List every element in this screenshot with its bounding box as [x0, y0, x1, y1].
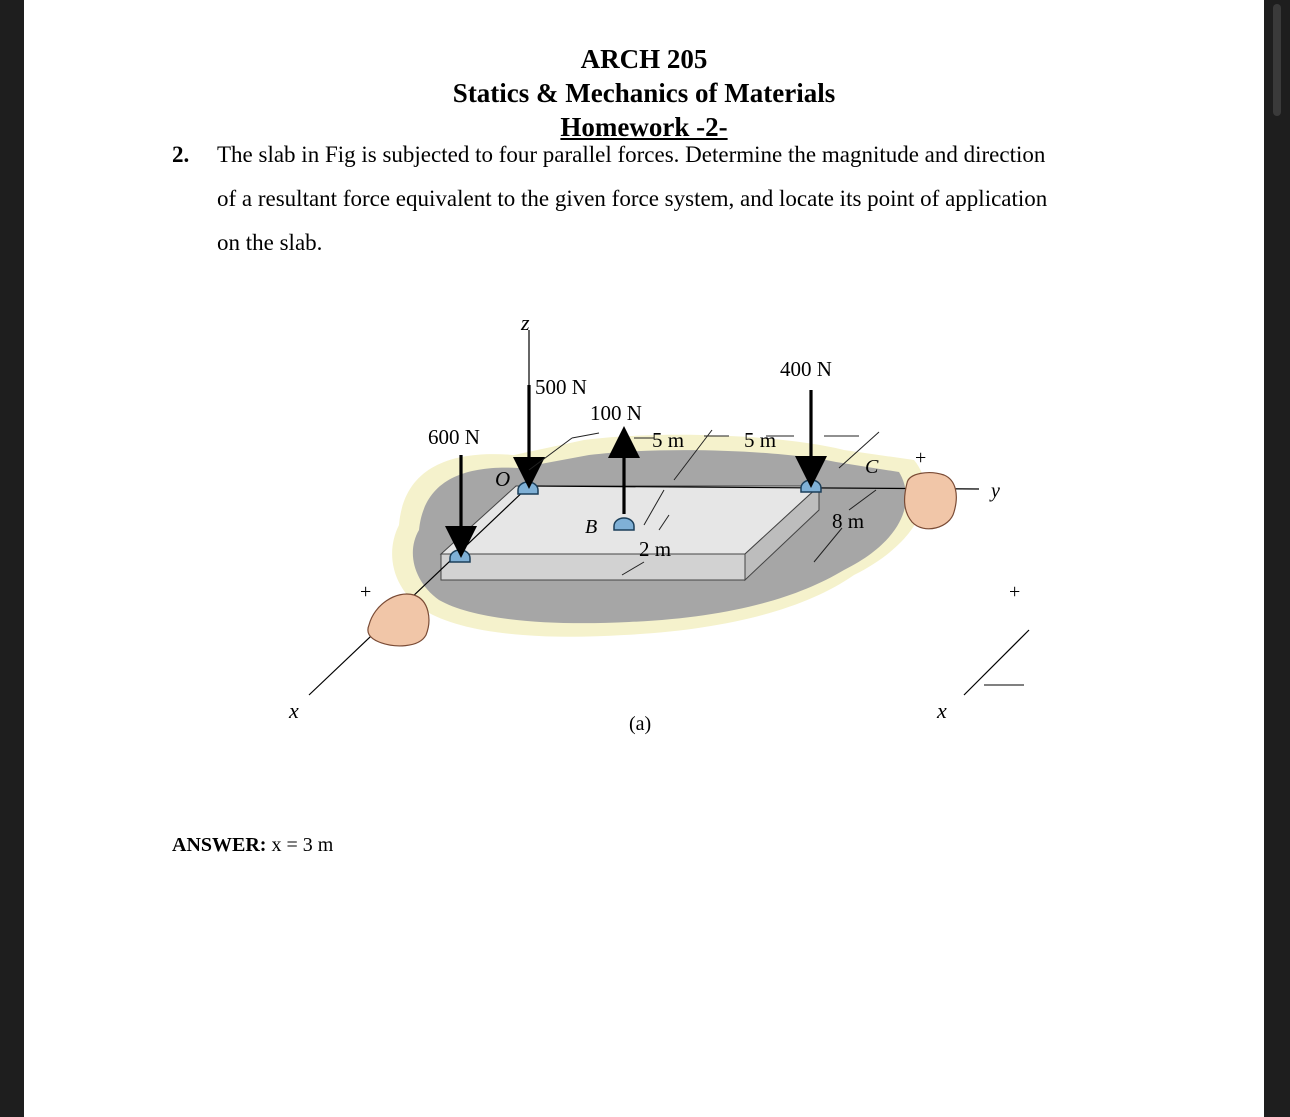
answer-value: x = 3 m — [271, 834, 334, 856]
point-c-label: C — [865, 456, 879, 478]
dimension-5m-a: 5 m — [652, 428, 685, 452]
question-text-line: on the slab. — [217, 230, 323, 255]
plus-sign: + — [1009, 581, 1021, 603]
answer-label: ANSWER: — [172, 834, 267, 856]
point-b-label: B — [585, 516, 598, 538]
slab-figure — [24, 290, 1264, 750]
dimension-8m: 8 m — [832, 509, 865, 533]
axis-z-label: z — [521, 310, 530, 335]
force-100-label: 100 N — [590, 401, 642, 425]
assignment-title: Homework -2- — [560, 112, 728, 142]
dimension-5m-b: 5 m — [744, 428, 777, 452]
force-400-label: 400 N — [780, 357, 832, 381]
question-number: 2. — [172, 142, 190, 167]
axis-x-label: x — [289, 698, 299, 723]
question-text-line: The slab in Fig is subjected to four parallel forces. Determine the magnitude and direction — [217, 142, 1046, 167]
subject-title: Statics & Mechanics of Materials — [452, 78, 836, 108]
scrollbar[interactable] — [1270, 0, 1284, 120]
course-title: ARCH 205 — [580, 44, 708, 74]
figure-caption: (a) — [629, 713, 652, 735]
document-page — [24, 0, 1264, 1117]
plus-sign: + — [915, 447, 927, 469]
origin-label: O — [495, 467, 511, 491]
force-600-label: 600 N — [428, 425, 480, 449]
force-500-label: 500 N — [535, 375, 587, 399]
axis-y-label: y — [991, 480, 1000, 502]
question-text-line: of a resultant force equivalent to the given force system, and locate its point of application — [217, 186, 1048, 211]
scrollbar-thumb[interactable] — [1273, 4, 1281, 116]
axis-x2-label: x — [937, 698, 947, 723]
plus-sign: + — [360, 581, 372, 603]
answer-line — [172, 834, 333, 857]
dimension-2m: 2 m — [639, 537, 672, 561]
